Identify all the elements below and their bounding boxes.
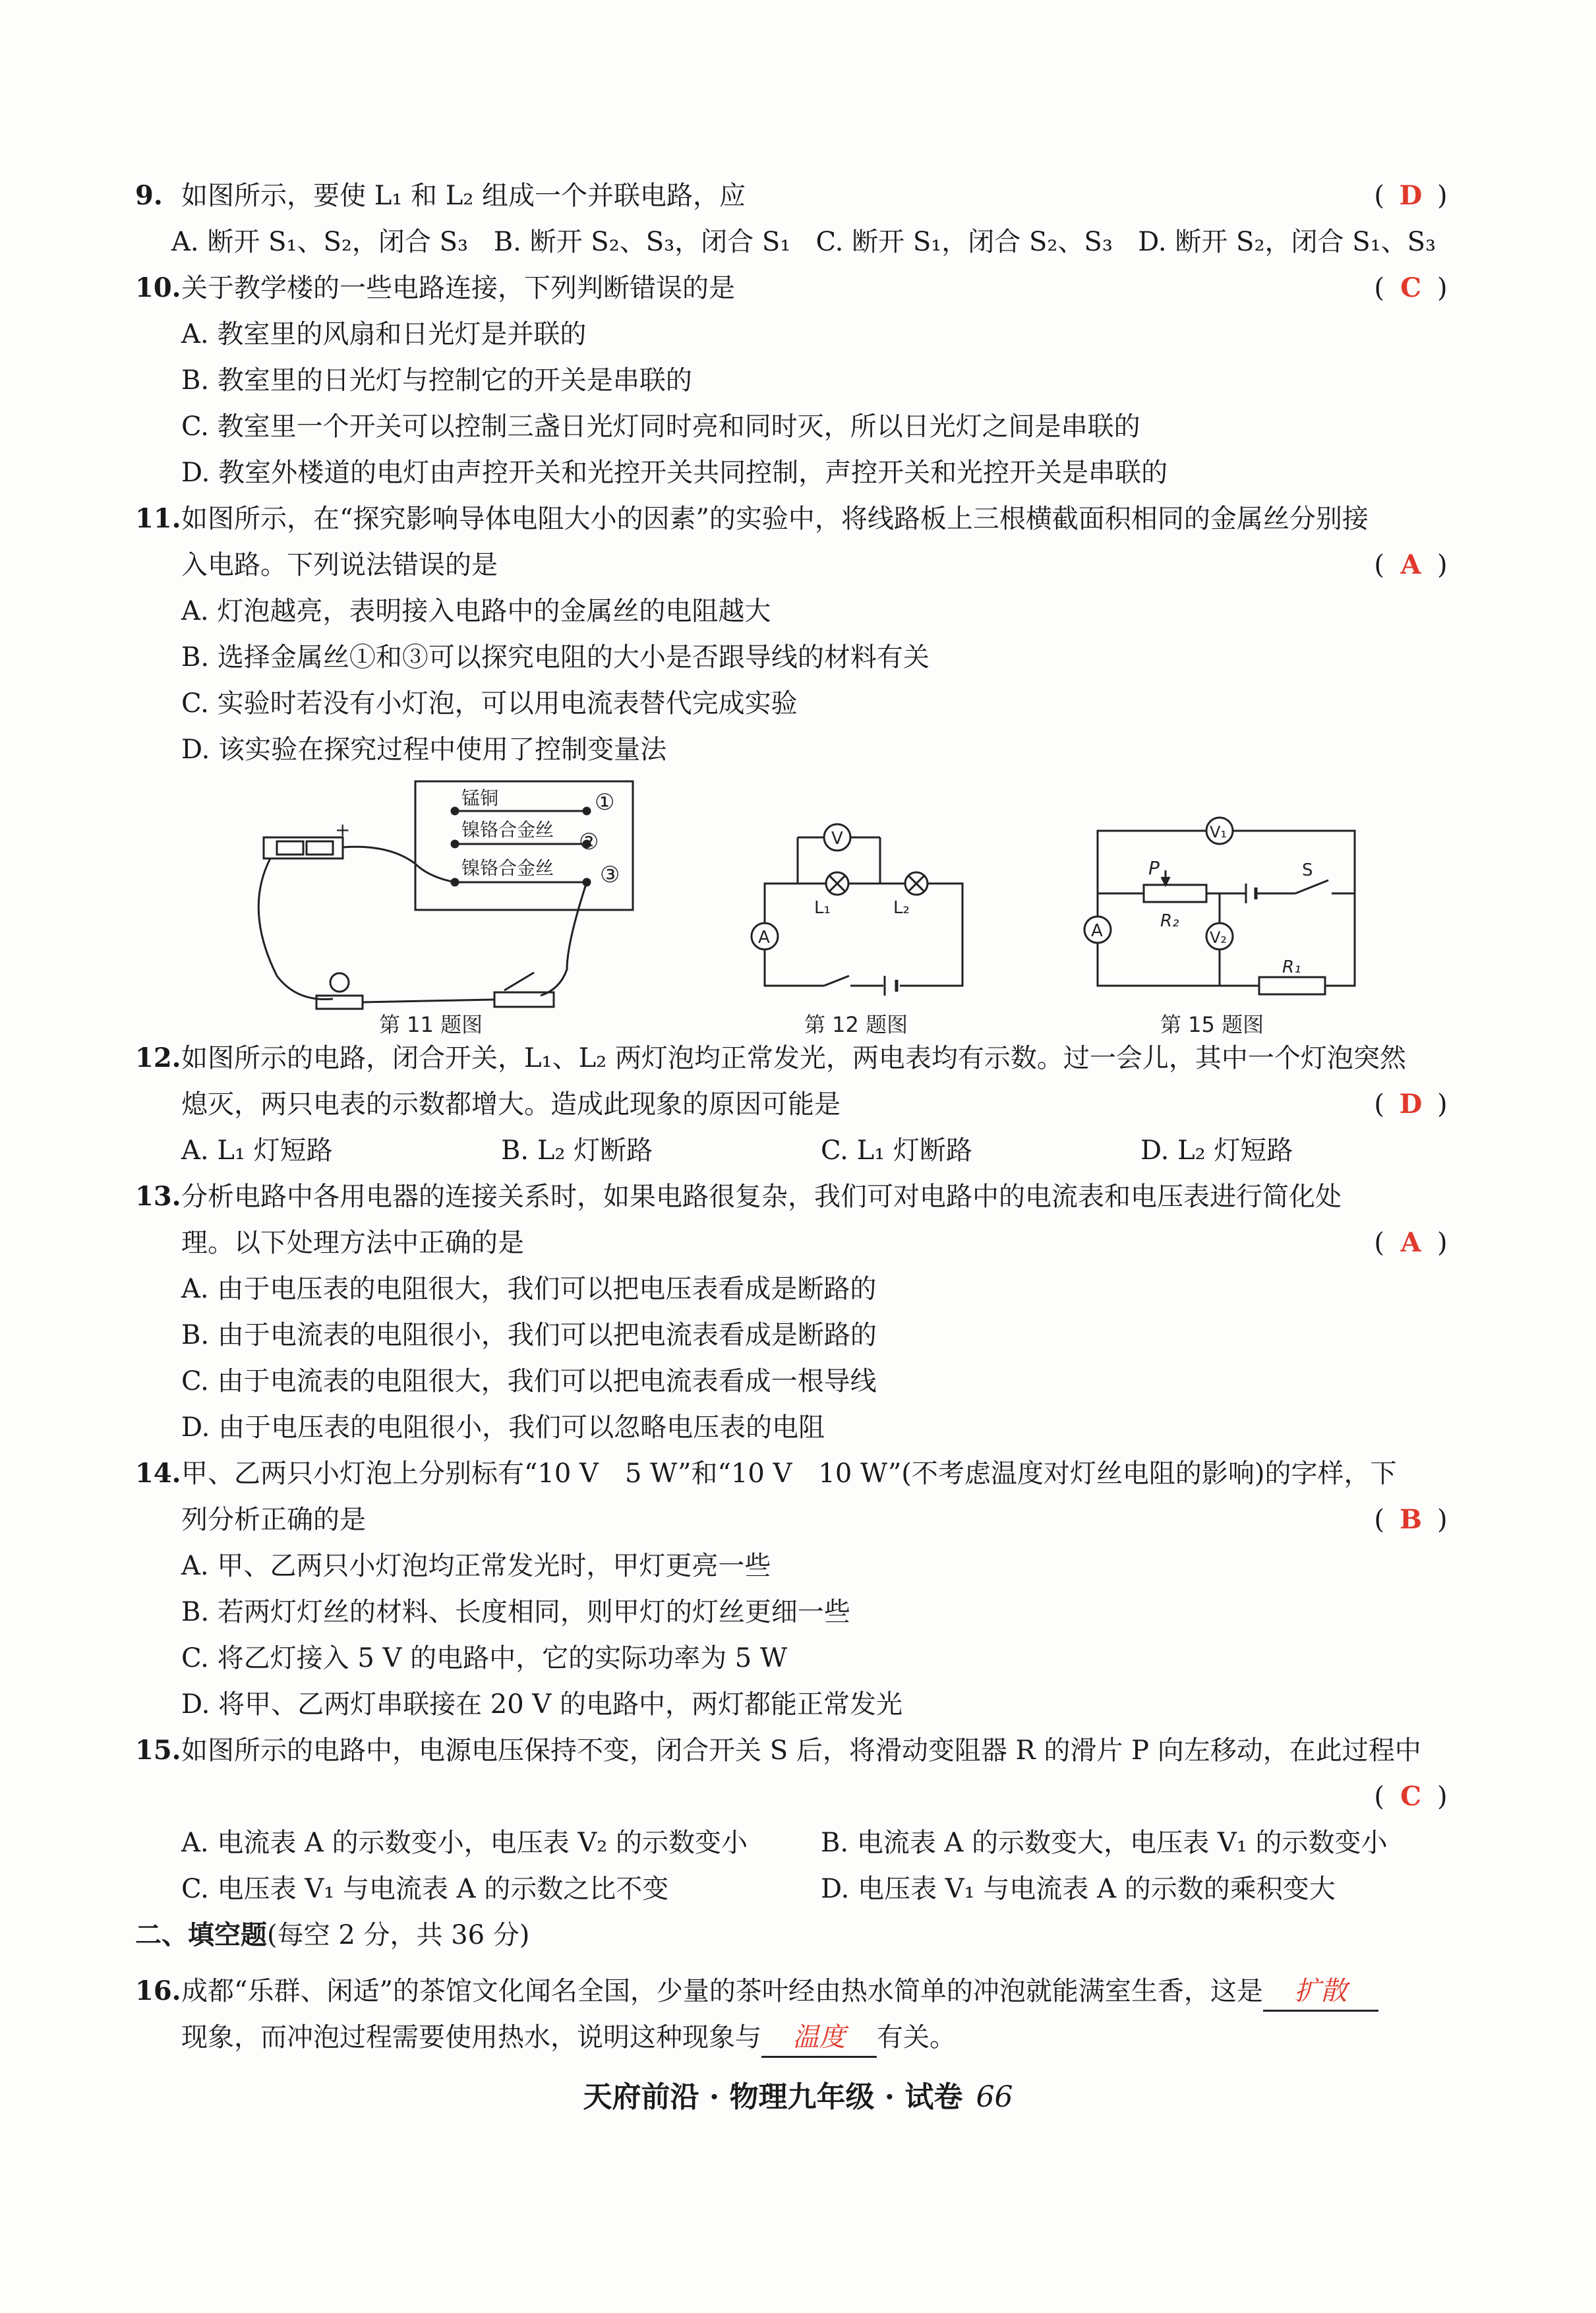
option-c: C. 由于电流表的电阻很大，我们可以把电流表看成一根导线 — [181, 1366, 877, 1397]
svg-text:R₂: R₂ — [1160, 911, 1179, 931]
question-number: 16. — [135, 1975, 181, 2006]
question-stem: 如图所示，在“探究影响导体电阻大小的因素”的实验中，将线路板上三根横截面积相同的金属丝分别接 — [181, 504, 1369, 534]
question-stem-cont: 入电路。下列说法错误的是 — [181, 550, 498, 580]
answer-letter: D — [1399, 180, 1423, 211]
option-c: C. L₁ 灯断路 — [821, 1135, 972, 1166]
svg-text:L₂: L₂ — [893, 898, 910, 918]
option-c: C. 电压表 V₁ 与电流表 A 的示数之比不变 — [181, 1874, 669, 1904]
option-d: D. 该实验在探究过程中使用了控制变量法 — [181, 735, 667, 765]
section-title: 二、填空题 — [135, 1919, 267, 1950]
option-c: C. 教室里一个开关可以控制三盏日光灯同时亮和同时灭，所以日光灯之间是串联的 — [181, 411, 1140, 442]
question-stem: 甲、乙两只小灯泡上分别标有“10 V 5 W”和“10 V 10 W”(不考虑温度对灯丝电阻的影响)的字样，下 — [181, 1458, 1397, 1489]
question-number: 12. — [135, 1042, 181, 1073]
question-number: 10. — [135, 272, 181, 303]
question-stem-cont: 列分析正确的是 — [181, 1505, 366, 1535]
answer-letter: C — [1400, 272, 1421, 303]
svg-text:V₁: V₁ — [1210, 823, 1227, 841]
option-b: B. L₂ 灯断路 — [501, 1135, 653, 1166]
question-9 — [135, 173, 1460, 265]
bulb-icon — [330, 973, 349, 992]
question-stem-cont: 理。以下处理方法中正确的是 — [181, 1228, 524, 1258]
question-12 — [135, 1035, 1460, 1174]
wire-label-3: 镍铬合金丝 — [461, 857, 554, 879]
answer-letter: A — [1400, 549, 1421, 580]
option-c: C. 将乙灯接入 5 V 的电路中，它的实际功率为 5 W — [181, 1643, 788, 1673]
switch-s-icon — [1295, 880, 1328, 893]
question-stem-cont: 熄灭，两只电表的示数都增大。造成此现象的原因可能是 — [181, 1089, 841, 1120]
option-b: B. 由于电流表的电阻很小，我们可以把电流表看成是断路的 — [181, 1320, 877, 1350]
option-d: D. 由于电压表的电阻很小，我们可以忽略电压表的电阻 — [181, 1412, 825, 1443]
question-stem: 关于教学楼的一些电路连接，下列判断错误的是 — [181, 273, 735, 303]
option-a: A. 断开 S₁、S₂，闭合 S₃ — [171, 227, 469, 257]
option-b: B. 选择金属丝①和③可以探究电阻的大小是否跟导线的材料有关 — [181, 642, 930, 673]
option-d: D. 将甲、乙两灯串联接在 20 V 的电路中，两灯都能正常发光 — [181, 1689, 903, 1720]
option-b: B. 断开 S₂、S₃，闭合 S₁ — [493, 227, 791, 257]
option-a: A. 由于电压表的电阻很大，我们可以把电压表看成是断路的 — [181, 1274, 877, 1304]
question-10 — [135, 265, 1460, 496]
svg-text:R₁: R₁ — [1282, 957, 1301, 977]
option-a: A. 电流表 A 的示数变小，电压表 V₂ 的示数变小 — [181, 1828, 748, 1858]
question-text: 成都“乐群、闲适”的茶馆文化闻名全国，少量的茶叶经由热水简单的冲泡就能满室生香，这是 — [181, 1976, 1263, 2006]
option-d: D. L₂ 灯短路 — [1140, 1135, 1293, 1166]
question-number: 13. — [135, 1181, 181, 1212]
rheostat-r2-icon — [1144, 885, 1206, 902]
answer-parens: ( C ) — [1361, 265, 1460, 311]
option-a: A. 灯泡越亮，表明接入电路中的金属丝的电阻越大 — [181, 596, 771, 626]
figure-11 — [258, 781, 633, 1035]
option-b: B. 电流表 A 的示数变大，电压表 V₁ 的示数变小 — [821, 1828, 1388, 1858]
figure-12 — [752, 824, 962, 1035]
option-a: A. 教室里的风扇和日光灯是并联的 — [181, 319, 587, 349]
answer-letter: C — [1400, 1781, 1421, 1812]
question-14 — [135, 1451, 1460, 1727]
lamp-base — [316, 996, 363, 1009]
answer-parens: ( C ) — [1361, 1774, 1460, 1820]
answer-parens: ( A ) — [1361, 1220, 1460, 1266]
option-d: D. 断开 S₂，闭合 S₁、S₃ — [1138, 227, 1436, 257]
option-c: C. 实验时若没有小灯泡，可以用电流表替代完成实验 — [181, 688, 798, 719]
figure-15-caption: 第 15 题图 — [1160, 1012, 1264, 1035]
option-d: D. 教室外楼道的电灯由声控开关和光控开关共同控制，声控开关和光控开关是串联的 — [181, 458, 1168, 488]
question-number: 9. — [135, 180, 163, 211]
page-footer — [0, 2073, 1596, 2115]
question-text-end: 有关。 — [877, 2022, 956, 2053]
answer-parens: ( A ) — [1361, 542, 1460, 588]
option-b: B. 教室里的日光灯与控制它的开关是串联的 — [181, 365, 692, 396]
svg-text:②: ② — [579, 829, 599, 855]
question-number: 15. — [135, 1735, 181, 1766]
resistor-r1-icon — [1259, 977, 1325, 994]
question-text-cont: 现象，而冲泡过程需要使用热水，说明这种现象与 — [181, 2022, 761, 2053]
svg-text:+: + — [335, 819, 351, 841]
figure-15 — [1084, 818, 1355, 1035]
question-number: 14. — [135, 1458, 181, 1489]
footer-text: 天府前沿 · 物理九年级 · 试卷 — [583, 2080, 963, 2114]
answer-parens: ( B ) — [1361, 1497, 1460, 1543]
svg-text:L₁: L₁ — [814, 898, 831, 918]
question-stem: 如图所示，要使 L₁ 和 L₂ 组成一个并联电路，应 — [181, 181, 746, 211]
svg-text:V: V — [831, 829, 843, 849]
figure-12-caption: 第 12 题图 — [804, 1012, 908, 1035]
svg-text:P: P — [1148, 857, 1160, 879]
svg-text:A: A — [1091, 921, 1103, 941]
question-16 — [135, 1968, 1460, 2060]
option-d: D. 电压表 V₁ 与电流表 A 的示数的乘积变大 — [821, 1874, 1336, 1904]
option-b: B. 若两灯灯丝的材料、长度相同，则甲灯的灯丝更细一些 — [181, 1597, 850, 1627]
question-11 — [135, 496, 1460, 773]
wire-label-2: 镍铬合金丝 — [461, 819, 554, 841]
question-stem: 如图所示的电路中，电源电压保持不变，闭合开关 S 后，将滑动变阻器 R 的滑片 P 向左移动，在此过程中 — [181, 1735, 1421, 1766]
answer-letter: D — [1399, 1089, 1423, 1120]
page-number: 66 — [976, 2080, 1013, 2114]
section-note: (每空 2 分，共 36 分) — [267, 1920, 530, 1950]
svg-text:①: ① — [595, 789, 615, 816]
blank-1[interactable]: 扩散 — [1263, 1973, 1378, 2012]
svg-text:S: S — [1302, 860, 1313, 880]
option-a: A. L₁ 灯短路 — [181, 1135, 333, 1166]
answer-letter: A — [1400, 1227, 1421, 1258]
answer-letter: B — [1400, 1504, 1422, 1535]
svg-text:V₂: V₂ — [1210, 928, 1227, 947]
wire-label-1: 锰铜 — [461, 787, 499, 809]
question-stem: 分析电路中各用电器的连接关系时，如果电路很复杂，我们可对电路中的电流表和电压表进行简化处 — [181, 1182, 1342, 1212]
blank-2[interactable]: 温度 — [761, 2019, 877, 2058]
question-number: 11. — [135, 503, 181, 534]
svg-text:③: ③ — [600, 862, 620, 888]
figures-row — [257, 778, 1378, 1035]
figure-11-caption: 第 11 题图 — [379, 1012, 483, 1035]
svg-text:A: A — [758, 928, 770, 947]
question-15 — [135, 1727, 1460, 1912]
answer-parens: ( D ) — [1361, 1081, 1460, 1127]
question-stem: 如图所示的电路，闭合开关，L₁、L₂ 两灯泡均正常发光，两电表均有示数。过一会儿，其中一个灯泡突然 — [181, 1043, 1406, 1073]
question-13 — [135, 1174, 1460, 1451]
section-heading — [135, 1914, 529, 1952]
option-c: C. 断开 S₁，闭合 S₂、S₃ — [815, 227, 1113, 257]
option-a: A. 甲、乙两只小灯泡均正常发光时，甲灯更亮一些 — [181, 1551, 771, 1581]
answer-parens: ( D ) — [1361, 173, 1460, 219]
